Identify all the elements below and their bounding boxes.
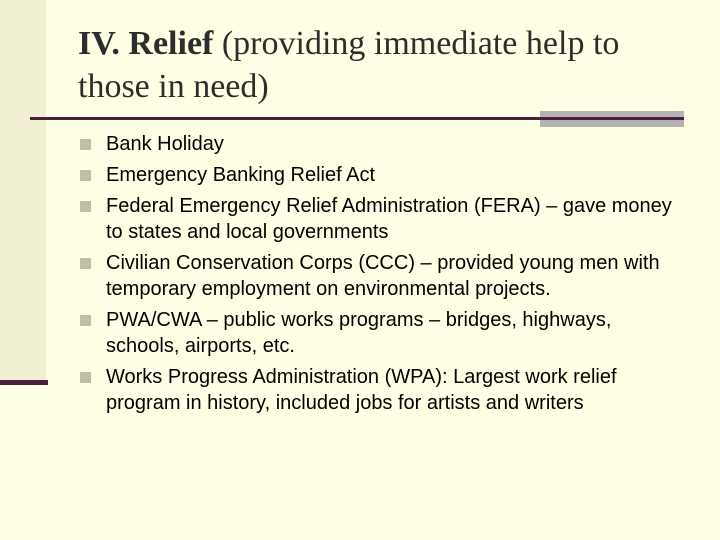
bullet-square-icon bbox=[80, 139, 91, 150]
title-rest-part: (providing immediate help to those in need) bbox=[78, 25, 620, 105]
divider-accent-block bbox=[540, 111, 684, 127]
left-decor-bar bbox=[0, 380, 48, 385]
bullet-text: Emergency Banking Relief Act bbox=[106, 164, 376, 186]
slide-title bbox=[78, 22, 688, 108]
list-item bbox=[80, 364, 675, 416]
bullet-square-icon bbox=[80, 315, 91, 326]
bullet-square-icon bbox=[80, 258, 91, 269]
list-item bbox=[80, 131, 675, 157]
title-bold-part: IV. Relief bbox=[78, 25, 214, 62]
bullet-text: PWA/CWA – public works programs – bridges, highways, schools, airports, etc. bbox=[106, 309, 612, 357]
bullet-text: Civilian Conservation Corps (CCC) – provided young men with temporary employment on environmental projects. bbox=[106, 252, 660, 300]
bullet-square-icon bbox=[80, 201, 91, 212]
list-item bbox=[80, 307, 675, 359]
list-item bbox=[80, 250, 675, 302]
bullet-text: Works Progress Administration (WPA): Largest work relief program in history, included jobs for artists and writers bbox=[106, 366, 617, 414]
bullet-text: Bank Holiday bbox=[106, 133, 224, 155]
left-decor-band bbox=[0, 0, 46, 382]
bullet-list bbox=[80, 131, 675, 421]
list-item bbox=[80, 162, 675, 188]
bullet-square-icon bbox=[80, 170, 91, 181]
bullet-text: Federal Emergency Relief Administration (FERA) – gave money to states and local governments bbox=[106, 195, 672, 243]
list-item bbox=[80, 193, 675, 245]
bullet-square-icon bbox=[80, 372, 91, 383]
